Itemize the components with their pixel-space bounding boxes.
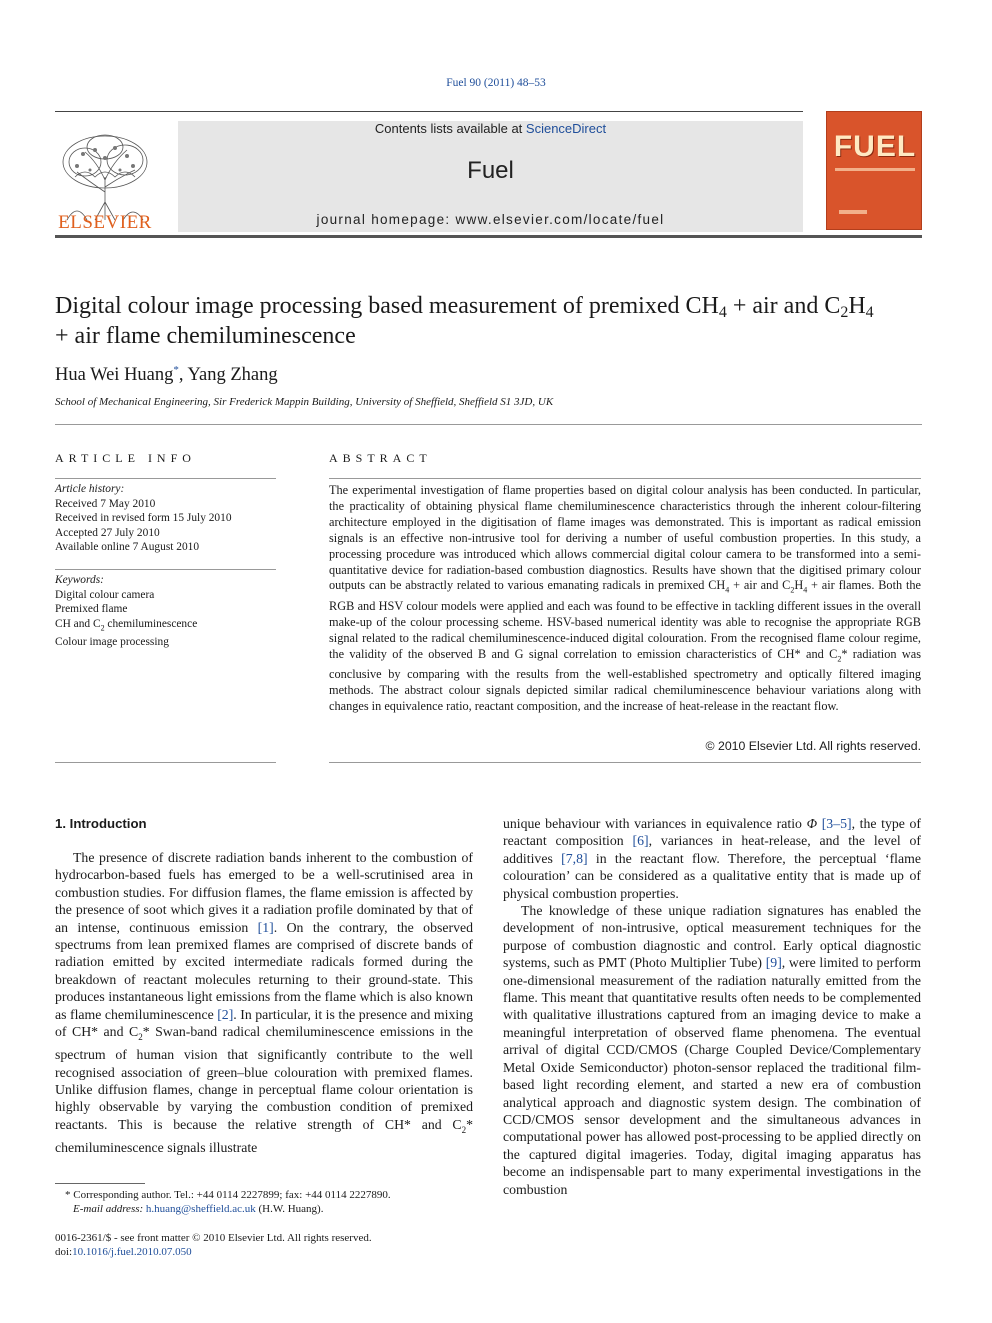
ref-9-link[interactable]: [9] bbox=[765, 955, 782, 971]
history-received: Received 7 May 2010 bbox=[55, 497, 156, 510]
footnote-rule bbox=[55, 1183, 145, 1184]
author-1: Hua Wei Huang bbox=[55, 365, 174, 386]
sciencedirect-link[interactable]: ScienceDirect bbox=[525, 121, 607, 136]
article-title: Digital colour image processing based measurement of premixed $CH_4$ + air and $C_2H_4$ + air flame chemiluminescence bbox=[55, 293, 874, 349]
keywords-rule bbox=[55, 569, 276, 570]
history-label: Article history: bbox=[55, 483, 125, 495]
elsevier-wordmark: ELSEVIER bbox=[58, 212, 152, 233]
article-info-heading: ARTICLE INFO bbox=[55, 451, 196, 465]
article-meta: 0016-2361/$ - see front matter © 2010 Elsevier Ltd. All rights reserved. doi:10.1016/j.fuel.2010.07.050 bbox=[55, 1231, 475, 1259]
cover-footer-mark bbox=[837, 202, 913, 224]
cover-subtitle-bar bbox=[835, 168, 915, 171]
journal-citation[interactable]: Fuel 90 (2011) 48–53 bbox=[446, 77, 546, 89]
abstract-heading: ABSTRACT bbox=[329, 451, 432, 465]
abstract-bottom-rule bbox=[329, 762, 921, 763]
author-list: Hua Wei Huang*, Yang Zhang bbox=[55, 364, 278, 386]
keywords-label: Keywords: bbox=[55, 574, 104, 586]
journal-homepage[interactable]: journal homepage: www.elsevier.com/locate/fuel bbox=[316, 212, 665, 227]
affiliation: School of Mechanical Engineering, Sir Frederick Mappin Building, University of Sheffield, Sheffield S1 3JD, UK bbox=[55, 396, 554, 408]
history-revised: Received in revised form 15 July 2010 bbox=[55, 512, 232, 524]
intro-left-column: The presence of discrete radiation bands inherent to the combustion of hydrocarbon-based fuels has emerged to be a well-scrutinised area in combustion studies. For diffusion flames, the flame emission is affected by the presence of soot which gives it a radiation profile dominated by that of an intense, continuous emission [1]. On the contrary, the observed spectrums from lean premixed flames are comprised of discrete bands of radiation emitted by excited intermediate radicals formed during the breakdown of reactant molecules returning to their ground-state. This produces instantaneous light emissions from the flame which is also known as flame chemiluminescence [2]. In particular, it is the presence and mixing of CH* and $C_2*$ Swan-band radical chemiluminescence emissions in the spectrum of human vision that significantly contribute to the well recognised association of green–blue colouration with premixed flames. Unlike diffusion flames, change in perceptual flame colour orientation is highly observable by varying the combustion condition of premixed reactants. This is because the relative strength of CH* and $C_2*$ chemiluminescence signals illustrate bbox=[55, 850, 473, 1155]
keywords-block bbox=[55, 573, 276, 650]
contents-available-line bbox=[178, 121, 803, 136]
ref-1-link[interactable]: [1] bbox=[257, 919, 274, 935]
keyword-3: CH and $C_2$ chemiluminescence bbox=[55, 617, 198, 632]
author-email-link[interactable]: h.huang@sheffield.ac.uk bbox=[145, 1203, 256, 1215]
introduction-heading: 1. Introduction bbox=[55, 816, 147, 831]
journal-cover-image[interactable] bbox=[826, 111, 922, 230]
article-info-rule bbox=[55, 478, 276, 479]
cover-title: FUEL bbox=[833, 130, 917, 163]
title-separator bbox=[55, 424, 922, 425]
keyword-2: Premixed flame bbox=[55, 603, 128, 615]
abstract-rule bbox=[329, 478, 921, 479]
ref-2-link[interactable]: [2] bbox=[217, 1006, 234, 1022]
keyword-1: Digital colour camera bbox=[55, 588, 155, 601]
doi-link[interactable]: 10.1016/j.fuel.2010.07.050 bbox=[72, 1246, 192, 1258]
ref-7-8-link[interactable]: [7,8] bbox=[561, 850, 588, 866]
intro-right-column: unique behaviour with variances in equivalence ratio Φ [3–5], the type of reactant composition [6], variances in heat-release, and the level of additives [7,8] in the reactant flow. Therefore, the perceptual ‘flame colouration’ can be considered as a qualitative entity that is made up of physical combustion properties. The knowledge of these unique radiation signatures has enabled the development of non-intrusive, optical measurement techniques for the purpose of combustion diagnostic and control. Early optical diagnostic systems, such as PMT (Photo Multiplier Tube) [9], were limited to perform one-dimensional measurement of the radiation naturally emitted from the flame. This meant that quantitative results often needs to be complemented with qualitative illustrations captured from an imaging device to make a meaningful interpretation of observed flame phenomena. The eventual arrival of digital CCD/CMOS (Charge Coupled Device/Complementary Metal Oxide Semiconductor) photon-sensor replaced the traditional film-based light recording element, and started a new era of combustion analytical approach and diagnostic system design. The combination of CCD/CMOS sensor development and the simultaneous advances in computational power has allowed post-processing to be applied directly on the captured digital imageries. Today, digital imaging apparatus has become an indispensable part to many experimental investigations in the combustion bbox=[503, 816, 921, 1197]
article-history bbox=[55, 482, 276, 555]
ref-3-5-link[interactable]: [3–5] bbox=[821, 816, 852, 831]
contents-prefix: Contents lists available at bbox=[374, 121, 526, 136]
keyword-4: Colour image processing bbox=[55, 636, 169, 649]
copyright-notice: © 2010 Elsevier Ltd. All rights reserved. bbox=[705, 739, 921, 753]
journal-name: Fuel bbox=[467, 157, 514, 184]
footnote: * Corresponding author. Tel.: +44 0114 2227899; fax: +44 0114 2227890. E-mail address: h.huang@sheffield.ac.uk (H.W. Huang). bbox=[65, 1189, 391, 1215]
header-top-rule bbox=[55, 111, 803, 112]
header-bottom-rule bbox=[55, 235, 922, 238]
article-info-bottom-rule bbox=[55, 762, 276, 763]
corresponding-author-mark[interactable]: * bbox=[173, 364, 179, 376]
issn-line: 0016-2361/$ - see front matter © 2010 Elsevier Ltd. All rights reserved. bbox=[55, 1232, 372, 1244]
history-accepted: Accepted 27 July 2010 bbox=[55, 526, 160, 539]
footnote-mark: * bbox=[65, 1189, 71, 1201]
ref-6-link[interactable]: [6] bbox=[632, 833, 649, 849]
history-online: Available online 7 August 2010 bbox=[55, 541, 200, 553]
abstract-text: The experimental investigation of flame properties based on digital colour analysis has been conducted. In particular, the practicality of obtaining physical flame chemiluminescence characteristics through the inherent colour-filtering architecture employed in the digitisation of flame images was demonstrated. This is important as radical emission signals is an effective non-intrusive tool for deriving a number of useful combustion properties. In this study, a processing procedure was introduced which allows commercial digital colour camera to be transformed into a semi-quantitative device for radiation-based combustion diagnostics. Results have shown that the digitised primary colour outputs can be abstractly related to various emanating radicals in premixed $CH_4$ + air and $C_2H_4$ + air flames. Both the RGB and HSV colour models were applied and each was found to be effective in tackling different issues in the overall make-up of the colour processing scheme. HSV-based numerical identity was able to recognise the appropriate RGB signal related to the radical chemiluminescence-induced digital colouration. From the recognised flame colour regime, the validity of the observed B and G signal correlation to emission characteristics of CH* and $C_2*$ radiation was conclusive by comparing with the results from the well-established spectrometry and optically filtered imaging methods. The abstract colour signals depicted similar radical chemiluminescence behaviour variations along with changes in equivalence ratio, reactant composition, and the increase of heat-release in the reactant flow. bbox=[329, 483, 921, 713]
author-2: Yang Zhang bbox=[187, 365, 278, 386]
